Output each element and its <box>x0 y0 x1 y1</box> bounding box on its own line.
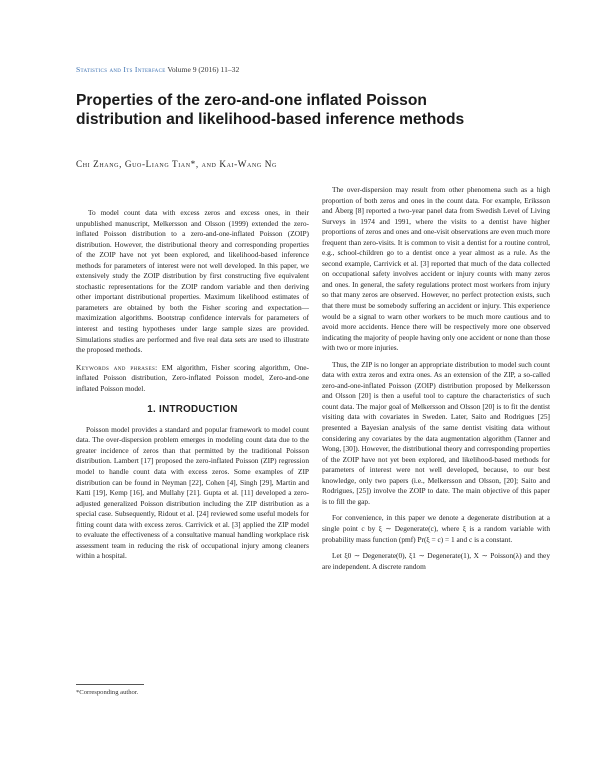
paper-authors: Chi Zhang, Guo-Liang Tian*, and Kai-Wang Ng <box>76 159 277 169</box>
footnote-corresponding-author: *Corresponding author. <box>76 689 139 696</box>
journal-volume: Volume 9 (2016) 11–32 <box>167 65 240 74</box>
right-paragraph-1: The over-dispersion may result from other phenomena such as a high proportion of both zeros and ones in the count data. For example, Eriksson and Åberg [8] reported a two-year panel data from Swedish Level of Living Surveys in 1974 and 1991, where the visits to a dentist have higher proportions of zeros and ones and one-visit observations are even much more frequent than zero-visits. It is common to visit a dentist for a routine control, e.g., school-children go to a dentist once a year almost as a rule. As the second example, Carrivick et al. [3] reported that much of the data collected on occupational safety involves accident or injury counts with many zeros and ones. In general, the safety regulations protect most workers from injury so that many zeros are observed. However, no perfect protection exists, such that there must be somebody suffering an accident or injury. This experience would be a signal to warn other workers to be much more cautious and to avoid more accidents. Hence there will be respectively more one observed indicating the majority of people having only one accident or none than those with two or more injuries. <box>322 185 550 353</box>
keywords <box>76 363 309 395</box>
right-paragraph-2: Thus, the ZIP is no longer an appropriate distribution to model such count data with extra zeros and extra ones. As an extension of the ZIP, a so-called zero-and-one-inflated Poisson (ZOIP) distribution proposed by Melkersson and Olsson [20] is then a useful tool to capture the characteristics of such count data. The major goal of Melkersson and Olsson [20] is to fit the dentist visiting data with covariates in Sweden. Later, Saito and Rodrigues [25] presented a Bayesian analysis of the same dentist visiting data without considering any covariates by the data augmentation algorithm (Tanner and Wong, [30]). However, the distributional theory and corresponding properties of the ZOIP have not yet been explored, and likelihood-based methods for parameters of interest were not well developed, because, to our best knowledge, only two papers (i.e., Melkersson and Olsson, [20]; Saito and Rodrigues, [25]) involve the ZOIP to date. The main objective of this paper is to fill the gap. <box>322 359 550 506</box>
keywords-label: Keywords and phrases: <box>76 362 158 372</box>
right-paragraph-4: Let ξ0 ∼ Degenerate(0), ξ1 ∼ Degenerate(1), X ∼ Poisson(λ) and they are independent. A discrete random <box>322 551 550 571</box>
journal-name[interactable]: Statistics and Its Interface <box>76 65 166 74</box>
footnote-divider <box>76 684 144 685</box>
paper-title: Properties of the zero-and-one inflated Poisson distribution and likelihood-based inference methods <box>76 92 465 128</box>
right-column <box>322 185 550 572</box>
journal-header <box>76 65 239 74</box>
left-column <box>76 208 309 562</box>
abstract: To model count data with excess zeros and excess ones, in their unpublished manuscript, Melkersson and Olsson (1999) extended the zero-inflated Poisson distribution to a zero-and-one-inflated Poisson (ZOIP) distribution. However, the distributional theory and corresponding properties of the ZOIP have not yet been explored, and likelihood-based inference methods for parameters of interest were not well developed. In this paper, we extensively study the ZOIP distribution by first constructing five equivalent stochastic representations for the ZOIP random variable and then deriving other important distributional properties. Maximum likelihood estimates of parameters are obtained by both the Fisher scoring and expectation—maximization algorithms. Bootstrap confidence intervals for parameters of interest and testing hypotheses under large sample sizes are provided. Simulations studies are performed and five real data sets are used to illustrate the proposed methods. <box>76 208 309 355</box>
right-paragraph-3: For convenience, in this paper we denote a degenerate distribution at a single point c by ξ ∼ Degenerate(c), where ξ is a random variable with probability mass function (pmf) Pr(ξ = c) = 1 and c is a constant. <box>322 513 550 544</box>
keywords-text: EM algorithm, Fisher scoring algorithm, One-inflated Poisson distribution, Zero-inflated Poisson model, Zero-and-one inflated Poisson model. <box>76 362 309 393</box>
introduction-paragraph-1: Poisson model provides a standard and popular framework to model count data. The over-dispersion problem emerges in modeling count data due to the greater incidence of zeros than that permitted by the traditional Poisson distribution. Lambert [17] proposed the zero-inflated Poisson (ZIP) regression model to handle count data with excess zeros. Some examples of ZIP distribution can be found in Neyman [22], Cohen [4], Singh [29], Martin and Katti [19], Kemp [16], and Mullahy [21]. Gupta et al. [11] developed a zero-adjusted generalized Poisson distribution including the ZIP distribution as a special case. Subsequently, Ridout et al. [24] reviewed some useful models for fitting count data with excess zeros. Carrivick et al. [3] applied the ZIP model to evaluate the effectiveness of a consultative manual handling workplace risk assessment team in reducing the risk of occupational injury among cleaners within a hospital. <box>76 424 309 561</box>
section-heading-introduction: 1. INTRODUCTION <box>147 404 238 416</box>
